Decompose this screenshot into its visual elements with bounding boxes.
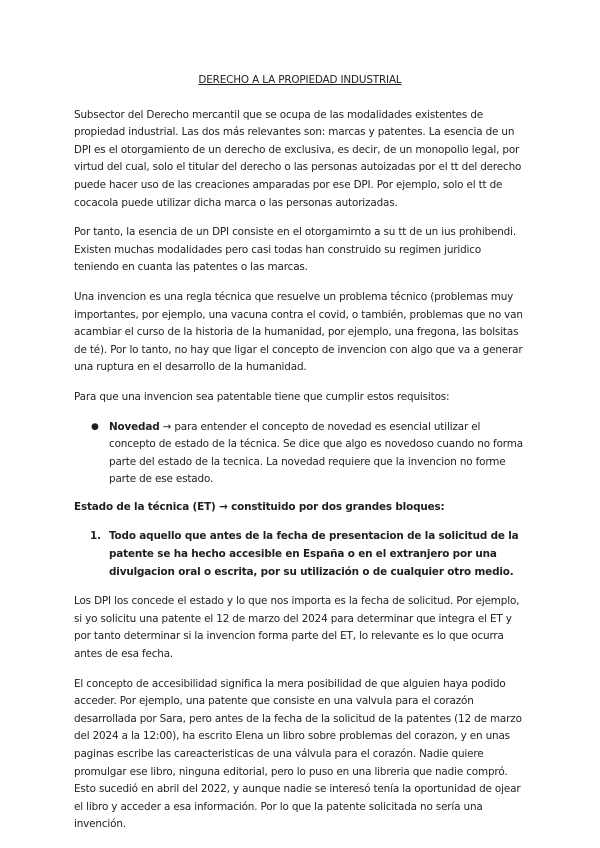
list-item-text: Todo aquello que antes de la fecha de presentacion de la solicitud de la patente se ha hecho accesible en España o en el extranjero por una divulgacion oral o escrita, por su utilización o de cualquier otro medio. [109,530,519,578]
paragraph-intro-4: Para que una invencion sea patentable tiene que cumplir estos requisitos: [74,390,450,403]
paragraph-intro-1: Subsector del Derecho mercantil que se ocupa de las modalidades existentes de propiedad industrial. Las dos más relevantes son: marcas y patentes. La esencia de un DPI es el otorgamiento de un derecho de exclusiva, es decir, de un monopolio legal, por virtud del cual, solo el titular del derecho o las personas autoizadas por el tt del derecho puede hacer uso de las creaciones amparadas por ese DPI. Por ejemplo, solo el tt de cocacola puede utilizar dicha marca o las personas autorizadas. [74,108,522,209]
requirements-list [74,419,526,489]
bullet-term: Novedad [109,420,160,433]
document-body [74,72,526,846]
list-item-block-1 [90,528,526,581]
section-subheading: Estado de la técnica (ET) → constituido por dos grandes bloques: [74,500,445,513]
list-item-novedad [91,419,526,489]
paragraph-intro-3: Una invencion es una regla técnica que resuelve un problema técnico (problemas muy importantes, por ejemplo, una vacuna contra el covid, o también, problemas que no van acambiar el curso de la historia de la humanidad, por ejemplo, una fregona, las bolsitas de té). Por lo tanto, no hay que ligar el concepto de invencion con algo que va a generar una ruptura en el desarrollo de la humanidad. [74,290,523,374]
blocks-list [74,528,526,581]
bullet-icon: ● [91,421,99,432]
list-number: 1. [90,530,101,543]
document-title: DERECHO A LA PROPIEDAD INDUSTRIAL [198,74,402,86]
paragraph-after-2: El concepto de accesibilidad significa la mera posibilidad de que alguien haya podido acceder. Por ejemplo, una patente que consiste en una valvula para el corazón desarrollada por Sara, pero antes de la fecha de la solicitud de la patentes (12 de marzo del 2024 a la 12:00), ha escrito Elena un libro sobre problemas del corazon, y en unas paginas escribe las careacteristicas de una válvula para el corazón. Nadie quiere promulgar ese libro, ninguna editorial, pero lo puso en una libreria que nadie compró. Esto sucedió en abril del 2022, y aunque nadie se interesó tenía la oportunidad de ojear el libro y acceder a esa información. Por lo que la patente solicitada no sería una invención. [74,677,522,831]
paragraph-intro-2: Por tanto, la esencia de un DPI consiste en el otorgamirnto a su tt de un ius prohibendi. Existen muchas modalidades pero casi todas han construido su regimen juridico teniendo en cuanta las patentes o las marcas. [74,226,517,274]
bullet-text: → para entender el concepto de novedad es esencial utilizar el concepto de estado de la técnica. Se dice que algo es novedoso cuando no forma parte del estado de la tecnica. La novedad requiere que la invencion no forme parte de ese estado. [109,420,523,486]
paragraph-after-1: Los DPI los concede el estado y lo que nos importa es la fecha de solicitud. Por ejemplo, si yo solicitu una patente el 12 de marzo del 2024 para determinar que integra el ET y por tanto determinar si la invencion forma parte del ET, lo relevante es lo que ocurra antes de esa fecha. [74,595,520,661]
